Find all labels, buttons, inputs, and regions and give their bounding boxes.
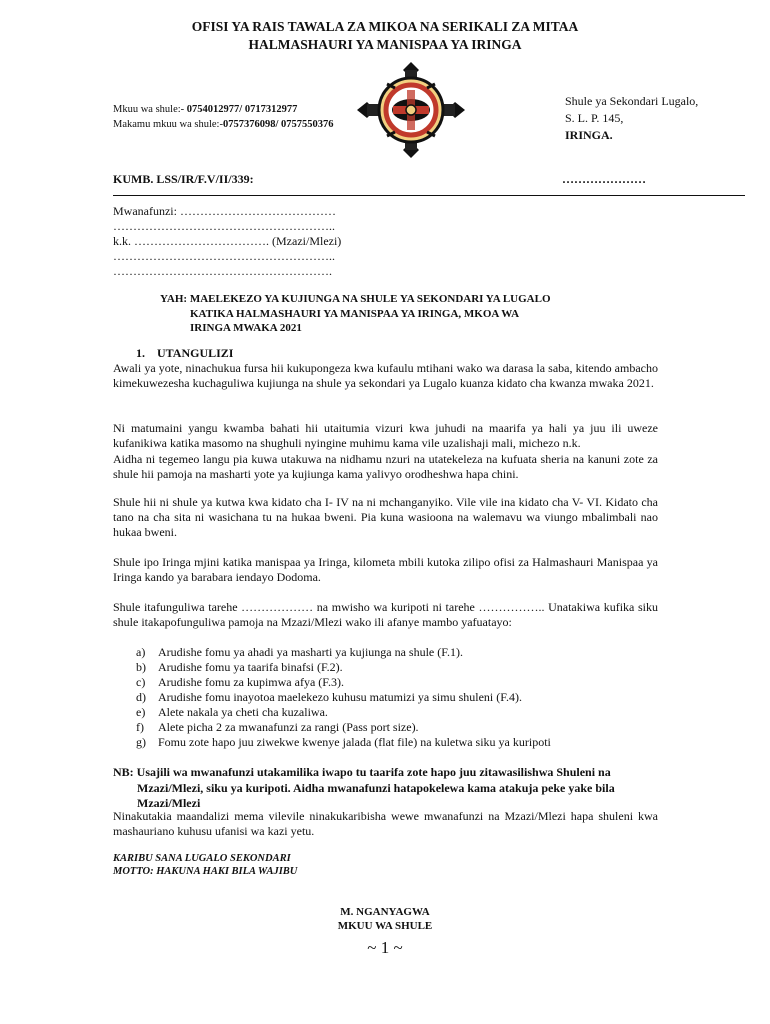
paragraph-hope: Ni matumaini yangu kwamba bahati hii utaitumia vizuri kwa juhudi na maarifa ya hali ya juu ili uweze kufanikiwa katika masomo na shughuli nyingine muhimu kama vile uzalishaji mali, michezo n.k. [113,421,658,451]
list-item [136,735,551,750]
header-line-2: HALMASHAURI YA MANISPAA YA IRINGA [248,37,522,52]
subject-block [160,292,551,336]
list-item [136,645,463,660]
list-key: a) [136,645,146,659]
paragraph-location: Shule ipo Iringa mjini katika manispaa ya Iringa, kilometa mbili kutoka zilipo ofisi za Halmashauri Manispaa ya Iringa kando ya barabara iendayo Dodoma. [113,555,658,585]
header-divider [113,195,745,196]
paragraph-congratulations: Awali ya yote, ninachukua fursa hii kukupongeza kwa kufaulu mtihani wako wa darasa la saba, kitendo ambacho kimekuwezesha kuchaguliwa kujiunga na shule ya sekondari ya Lugalo kuanza kidato cha kwanza mwaka 2021. [113,361,658,391]
subject-label: YAH: [160,293,190,305]
list-key: f) [136,720,144,734]
subject-line-1: MAELEKEZO YA KUJIUNGA NA SHULE YA SEKONDARI YA LUGALO [189,293,551,305]
list-key: b) [136,660,146,674]
list-text: Arudishe fomu za kupimwa afya (F.3). [158,675,344,689]
address-line-3: IRINGA. [565,128,613,142]
paragraph-school-type: Shule hii ni shule ya kutwa kwa kidato cha I- IV na ni mchanganyiko. Vile vile ina kidato cha V- VI. Kidato cha tano na cha sita ni wasichana tu na hukaa bweni. Pia kuna wasioona na walemavu wa viungo mbalimbali nao hukaa bweni. [113,495,658,540]
list-item [136,675,344,690]
list-text: Arudishe fomu inayotoa maelekezo kuhusu matumizi ya simu shuleni (F.4). [158,690,522,704]
motto-text: MOTTO: HAKUNA HAKI BILA WAJIBU [113,866,298,877]
section-title: UTANGULIZI [157,346,234,360]
recipient-line-4: ……………………………………………….. [113,249,335,263]
crest-icon [357,62,465,158]
signatory-name: M. NGANYAGWA [340,906,430,918]
school-crest-logo [355,60,467,160]
paragraph-closing: Ninakutakia maandalizi mema vilevile ninakukaribisha wewe mwanafunzi na Mzazi/Mlezi hapa shuleni kwa mashauriano kuhusu ufanisi wa kazi yetu. [113,809,658,839]
welcome-text: KARIBU SANA LUGALO SEKONDARI [113,853,291,864]
list-item [136,690,522,705]
recipient-line-3: k.k. ……………………………. (Mzazi/Mlezi) [113,234,342,248]
subject-line-3: IRINGA MWAKA 2021 [190,322,302,334]
list-item [136,660,343,675]
recipient-line-1: Mwanafunzi: ………………………………… [113,204,336,218]
page-number: ~ 1 ~ [367,938,403,957]
nb-line-1: NB: Usajili wa mwanafunzi utakamilika iwapo tu taarifa zote hapo juu zitawasilishwa Shuleni na [113,765,611,779]
head-teacher-numbers: 0754012977/ 0717312977 [186,104,298,115]
deputy-numbers: 0757376098/ 0757550376 [222,119,334,130]
recipient-line-5: ………………………………………………. [113,264,332,278]
recipient-line-2: ……………………………………………….. [113,219,335,233]
nb-line-2: Mzazi/Mlezi, siku ya kuripoti. Aidha mwanafunzi hatapokelewa kama atakuja peke yake bila [137,780,615,795]
reference-number: KUMB. LSS/IR/F.V/II/339: [113,172,254,186]
section-number: 1. [136,346,145,360]
reference-date: ………………… [562,172,646,186]
header-line-1: OFISI YA RAIS TAWALA ZA MIKOA NA SERIKALI ZA MITAA [191,19,579,34]
address-line-1: Shule ya Sekondari Lugalo, [565,94,699,108]
head-teacher-contact [113,104,297,115]
list-key: e) [136,705,146,719]
list-item [136,720,419,735]
deputy-label: Makamu mkuu wa shule:- [113,119,223,130]
nb-note [113,765,658,812]
deputy-contact [113,119,333,130]
list-text: Fomu zote hapo juu ziwekwe kwenye jalada (flat file) na kuletwa siku ya kuripoti [158,735,551,749]
section-heading [136,346,233,361]
school-address [565,93,698,144]
nb-line-3: Mzazi/Mlezi [137,796,201,810]
list-text: Arudishe fomu ya taarifa binafsi (F.2). [158,660,343,674]
subject-line-2: KATIKA HALMASHAURI YA MANISPAA YA IRINGA, MKOA WA [190,307,520,320]
address-line-2: S. L. P. 145, [565,111,624,125]
list-key: g) [136,735,146,749]
list-text: Arudishe fomu ya ahadi ya masharti ya kujiunga na shule (F.1). [158,645,463,659]
head-teacher-label: Mkuu wa shule:- [113,104,187,115]
paragraph-reporting: Shule itafunguliwa tarehe ……………… na mwisho wa kuripoti ni tarehe …………….. Unatakiwa kufika siku shule itakapofunguliwa pamoja na Mzazi/Mlezi wako ili afanye mambo yafuatayo: [113,600,658,630]
list-text: Alete nakala ya cheti cha kuzaliwa. [158,705,328,719]
paragraph-discipline: Aidha ni tegemeo langu pia kuwa utakuwa na nidhamu nzuri na utatekeleza na kufuata sheria na kanuni zote za shule hii pamoja na masharti yote ya kujiunga kama yalivyo orodheshwa hapa chini. [113,452,658,482]
list-text: Alete picha 2 za mwanafunzi za rangi (Pass port size). [158,720,419,734]
list-item [136,705,328,720]
list-key: d) [136,690,146,704]
list-key: c) [136,675,146,689]
signatory-title: MKUU WA SHULE [337,920,433,932]
